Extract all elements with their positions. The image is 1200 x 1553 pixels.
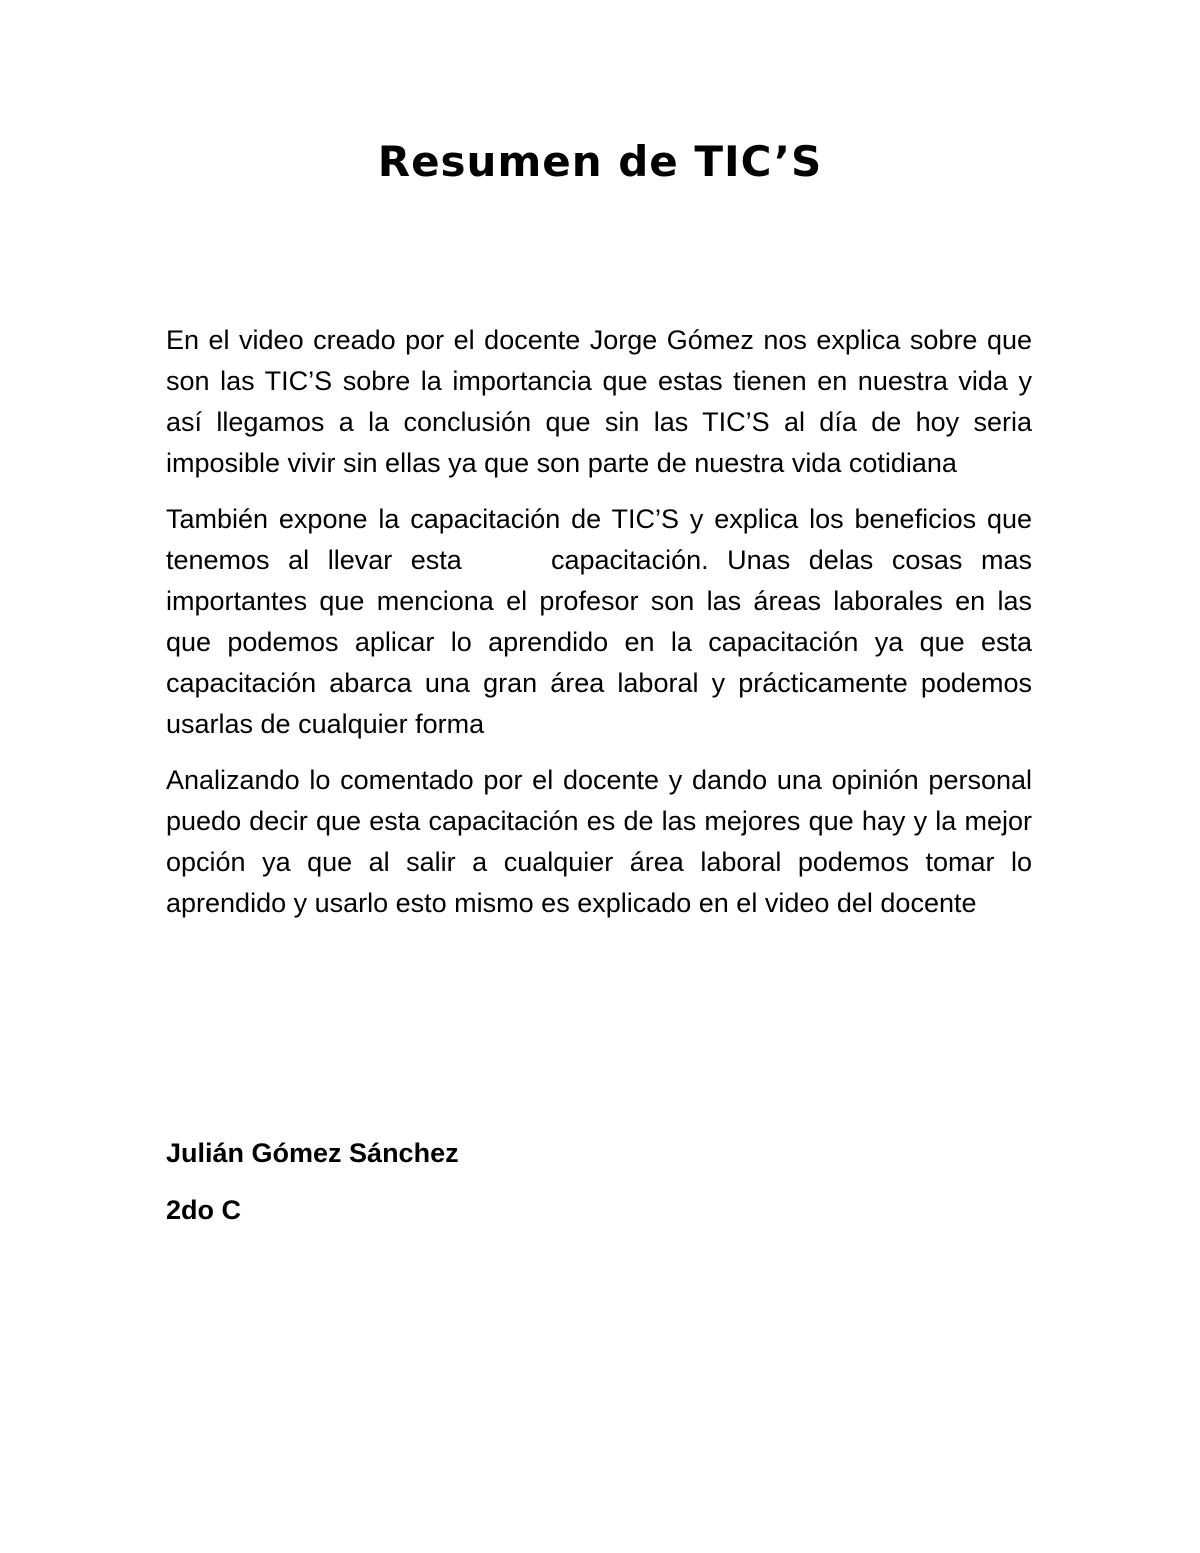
paragraph-3: Analizando lo comentado por el docente y dando una opinión personal puedo decir que esta capacitación es de las mejores que hay y la mejor opción ya que al salir a cualquier área laboral podemos tomar lo aprendido y usarlo esto mismo es explicado en el video del docente: [166, 765, 1032, 918]
paragraph-2-part-1: También expone la capacitación de TIC’S y explica los beneficios que tenemos al llevar esta: [166, 504, 1032, 575]
author-name: Julián Gómez Sánchez: [166, 1138, 459, 1168]
paragraph-2: [166, 499, 1032, 745]
paragraph-1: En el video creado por el docente Jorge Gómez nos explica sobre que son las TIC’S sobre la importancia que estas tienen en nuestra vida y así llegamos a la conclusión que sin las TIC’S al día de hoy seria imposible vivir sin ellas ya que son parte de nuestra vida cotidiana: [166, 325, 1032, 478]
document-body: [166, 320, 1032, 939]
paragraph-2-part-2: capacitación. Unas delas cosas mas importantes que menciona el profesor son las áreas laborales en las que podemos aplicar lo aprendido en la capacitación ya que esta capacitación abarca una gran área laboral y prácticamente podemos usarlas de cualquier forma: [166, 545, 1032, 739]
document-title: Resumen de TIC’S: [377, 137, 823, 186]
author-group: 2do C: [166, 1195, 242, 1225]
